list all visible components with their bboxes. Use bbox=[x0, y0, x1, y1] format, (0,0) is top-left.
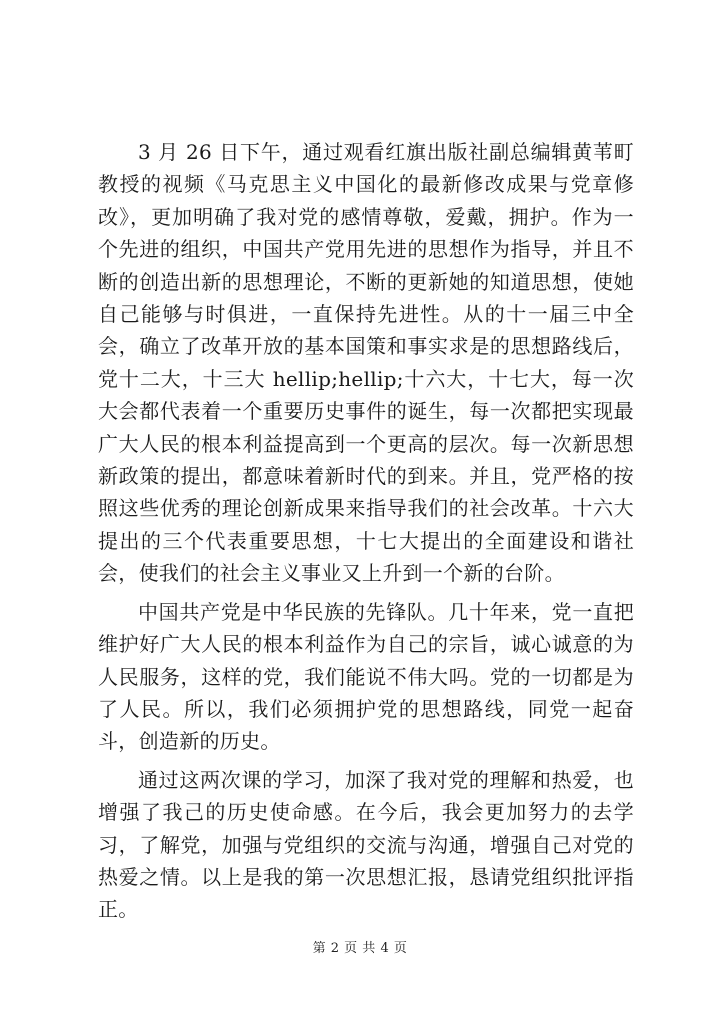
paragraph-1: 3 月 26 日下午，通过观看红旗出版社副总编辑黄苇町教授的视频《马克思主义中国化的最新修改成果与党章修改》，更加明确了我对党的感情尊敬，爱戴，拥护。作为一个先进的组织，中国共产党用先进的思想作为指导，并且不断的创造出新的思想理论，不断的更新她的知道思想，使她自己能够与时俱进，一直保持先进性。从的十一届三中全会，确立了改革开放的基本国策和事实求是的思想路线后，党十二大，十三大 hellip;hellip;十六大，十七大，每一次大会都代表着一个重要历史事件的诞生，每一次都把实现最广大人民的根本利益提高到一个更高的层次。每一次新思想新政策的提出，都意味着新时代的到来。并且，党严格的按照这些优秀的理论创新成果来指导我们的社会改革。十六大提出的三个代表重要思想，十七大提出的全面建设和谐社会，使我们的社会主义事业又上升到一个新的台阶。 bbox=[98, 140, 634, 586]
paragraph-2: 中国共产党是中华民族的先锋队。几十年来，党一直把维护好广大人民的根本利益作为自己的宗旨，诚心诚意的为人民服务，这样的党，我们能说不伟大吗。党的一切都是为了人民。所以，我们必须拥护党的思想路线，同党一起奋斗，创造新的历史。 bbox=[98, 599, 634, 754]
paragraph-3: 通过这两次课的学习，加深了我对党的理解和热爱，也增强了我己的历史使命感。在今后，我会更加努力的去学习，了解党，加强与党组织的交流与沟通，增强自己对党的热爱之情。以上是我的第一次思想汇报，恳请党组织批评指正。 bbox=[98, 767, 634, 922]
document-body bbox=[98, 136, 634, 926]
page-footer: 第 2 页 共 4 页 bbox=[312, 941, 408, 956]
